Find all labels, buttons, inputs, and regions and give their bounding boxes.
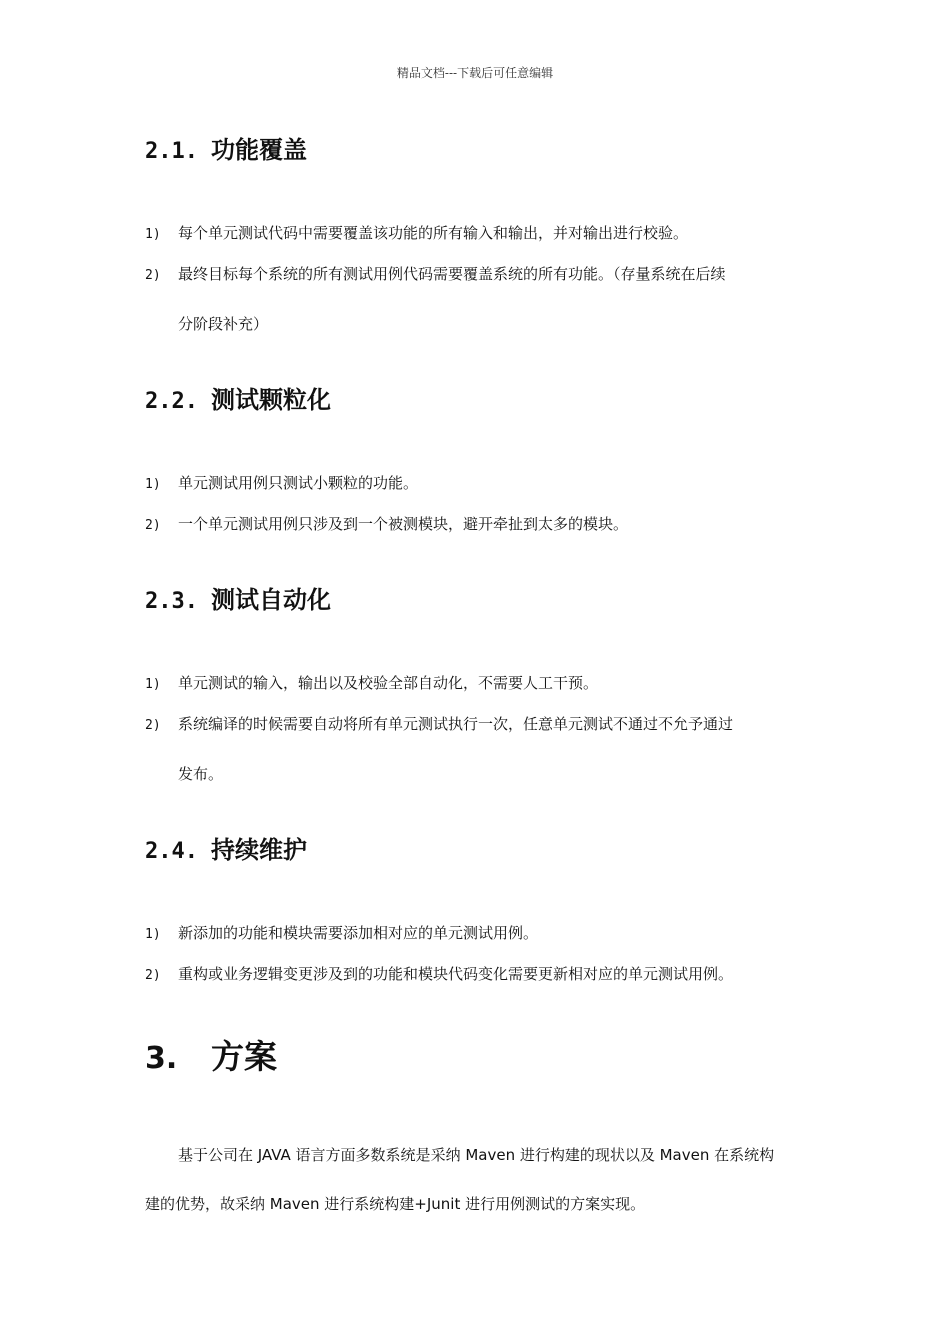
section-heading-2-2 (145, 385, 331, 417)
section-title: 功能覆盖 (211, 136, 307, 164)
list-marker: 1) (145, 477, 161, 492)
section-title: 持续维护 (211, 836, 307, 864)
section-number: 2.3. (145, 589, 198, 614)
list-item-continuation: 分阶段补充） (178, 315, 269, 333)
section-heading-2-1 (145, 135, 307, 167)
list-item (145, 964, 733, 986)
list-marker: 2) (145, 518, 161, 533)
list-item-text: 单元测试用例只测试小颗粒的功能。 (178, 474, 419, 492)
chapter-heading-3 (145, 1037, 277, 1079)
list-item (145, 264, 726, 286)
page-header: 精品文档---下载后可任意编辑 (396, 66, 554, 80)
section-title: 测试颗粒化 (211, 386, 331, 414)
list-item (145, 473, 418, 495)
list-marker: 1) (145, 227, 161, 242)
list-marker: 1) (145, 677, 161, 692)
section-heading-2-4 (145, 835, 307, 867)
list-item-text: 一个单元测试用例只涉及到一个被测模块，避开牵扯到太多的模块。 (178, 515, 629, 533)
section-number: 2.4. (145, 839, 198, 864)
chapter-number: 3. (145, 1041, 178, 1076)
list-item-continuation: 发布。 (178, 765, 224, 783)
list-marker: 2) (145, 268, 161, 283)
chapter-title: 方案 (211, 1037, 277, 1076)
list-item (145, 714, 733, 736)
list-item-text: 新添加的功能和模块需要添加相对应的单元测试用例。 (178, 924, 539, 942)
list-item (145, 223, 688, 245)
section-title: 测试自动化 (211, 586, 331, 614)
list-item-text: 系统编译的时候需要自动将所有单元测试执行一次，任意单元测试不通过不允予通过 (178, 715, 734, 733)
list-marker: 2) (145, 718, 161, 733)
list-marker: 2) (145, 968, 161, 983)
list-marker: 1) (145, 927, 161, 942)
list-item-text: 重构或业务逻辑变更涉及到的功能和模块代码变化需要更新相对应的单元测试用例。 (178, 965, 734, 983)
paragraph-line: 基于公司在 JAVA 语言方面多数系统是采纳 Maven 进行构建的现状以及 Maven 在系统构 (178, 1146, 775, 1164)
paragraph-line: 建的优势，故采纳 Maven 进行系统构建+Junit 进行用例测试的方案实现。 (145, 1195, 646, 1213)
list-item (145, 673, 598, 695)
section-number: 2.1. (145, 139, 198, 164)
list-item (145, 923, 538, 945)
list-item-text: 每个单元测试代码中需要覆盖该功能的所有输入和输出，并对输出进行校验。 (178, 224, 689, 242)
list-item-text: 最终目标每个系统的所有测试用例代码需要覆盖系统的所有功能。（存量系统在后续 (178, 265, 726, 283)
list-item (145, 514, 628, 536)
list-item-text: 单元测试的输入，输出以及校验全部自动化，不需要人工干预。 (178, 674, 599, 692)
section-heading-2-3 (145, 585, 331, 617)
section-number: 2.2. (145, 389, 198, 414)
